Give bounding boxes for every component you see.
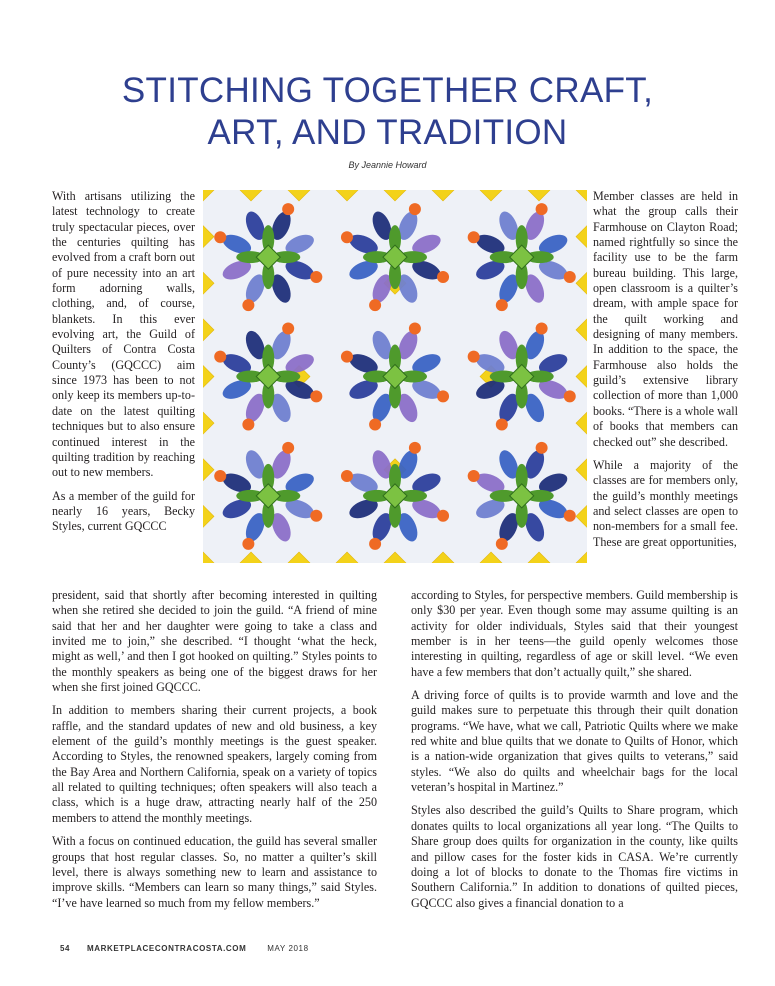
footer-site: MARKETPLACECONTRACOSTA.COM [86,944,247,953]
paragraph: With artisans utilizing the latest technology to create truly spectacular pieces, over the centuries quilting has evolved from a craft born out of pure necessity into an art form adorning walls, clothing, and, of course, blankets. In this ever evolving art, the Guild of Quilters of Contra Costa County’s (GQCCC) aim since 1973 has been to not only keep its members up-to-date on the latest quilting techniques but to also ensure continued interest in the quilting tradition by reaching out to new members. [52,189,195,480]
paragraph: president, said that shortly after becoming interested in quilting when she retired she decided to join the guild. “A friend of mine said that her and her daughter were going to take a class and invited me to join,” she described. “I thought ‘what the heck, might as well,’ and then I got hooked on quilting.” Styles points to the monthly speakers as being one of the biggest draws for her when she first joined GQCCC. [52,588,377,695]
left-column-narrow [52,189,195,543]
right-column-wide [411,588,738,919]
footer-issue: MAY 2018 [267,944,309,953]
quilt-illustration [203,190,587,563]
title-line-1: STITCHING TOGETHER CRAFT, [121,71,654,110]
quilt-photo [203,190,587,563]
paragraph: While a majority of the classes are for members only, the guild’s monthly meetings and select classes are open to non-members for a small fee. These are great opportunities, [593,457,738,549]
paragraph: With a focus on continued education, the guild has several smaller groups that host regular classes. So, no matter a quilter’s skill level, there is always something new to learn and assistance to improve skills. “Members can learn so many things,” said Styles. “I’ve have learned so much from my fellow members.” [52,834,377,910]
left-column-wide [52,588,377,919]
title-line-2: ART, AND TRADITION [207,113,568,152]
paragraph: Member classes are held in what the group calls their Farmhouse on Clayton Road; named rightfully so since the facility use to be the farm bureau building. This large, open classroom is a quilter’s dream, with ample space for the quilt working and designing of many members. In addition to the space, the Farmhouse also holds the guild’s extensive library collection of more than 1,000 books. “There is a whole wall of books that members can checked out” she described. [593,189,738,449]
paragraph: according to Styles, for perspective members. Guild membership is only $30 per year. Even though some may assume quilting is an activity for older individuals, Styles said that their youngest member is in her teens—the guild openly welcomes those interesting in quilting, regardless of age or skill level. “We even have a few members that don’t actually quilt,” she shared. [411,588,738,679]
paragraph: A driving force of quilts is to provide warmth and love and the guild makes sure to perpetuate this through their quilt donation programs. “We have, what we call, Patriotic Quilts where we make red white and blue quilts that we donate to Quilts of Honor, which is a nation-wide organization that gives quilts to veterans,” said styles. “We also do quilts and wheelchair bags for the local veteran’s hospital in Martinez.” [411,688,738,795]
right-column-narrow [593,189,738,558]
article-title [0,70,775,154]
paragraph: Styles also described the guild’s Quilts to Share program, which donates quilts to local organizations all year long. “The Quilts to Share group does quilts for organization in the county, like quilts and pillow cases for the foster kids in CASA. We’re currently doing a lot of blocks to donate to the Thomas fire victims in Southern California.” In addition to donations of quilted pieces, GQCCC also gives a financial donation to a [411,803,738,910]
page-number: 54 [60,944,71,953]
page-footer [60,944,309,953]
paragraph: As a member of the guild for nearly 16 years, Becky Styles, current GQCCC [52,488,195,534]
paragraph: In addition to members sharing their current projects, a book raffle, and the standard updates of new and old business, a key element of the guild’s monthly meetings is the guest speaker. According to Styles, the renowned speakers, largely coming from the Bay Area and Northern California, speak on a variety of topics all related to quilting techniques; often speakers will also teach a class, which is a huge draw, attracting nearly half of the 250 members to attend the monthly meetings. [52,703,377,825]
byline: By Jeannie Howard [348,160,427,170]
